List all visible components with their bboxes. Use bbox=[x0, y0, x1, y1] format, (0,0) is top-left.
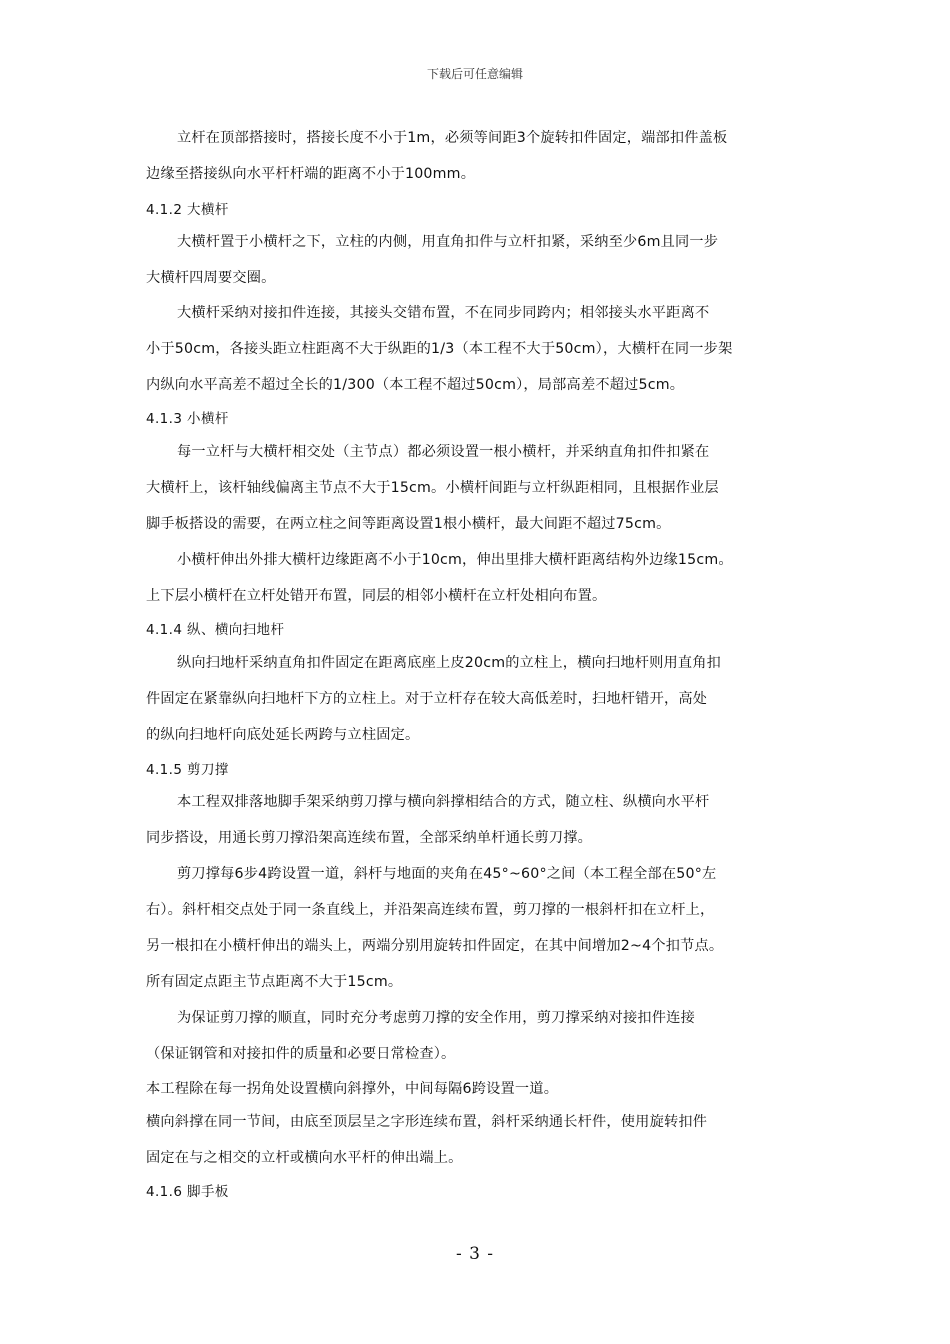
page-header: 下载后可任意编辑 bbox=[426, 67, 523, 81]
section-heading: 4.1.3 小横杆 bbox=[146, 411, 229, 427]
section-heading: 4.1.2 大横杆 bbox=[146, 202, 229, 218]
paragraph-line: 所有固定点距主节点距离不大于15cm。 bbox=[146, 974, 403, 990]
paragraph-line: 大横杆置于小横杆之下，立柱的内侧，用直角扣件与立杆扣紧，采纳至少6m且同一步 bbox=[177, 234, 719, 250]
paragraph-line: 本工程双排落地脚手架采纳剪刀撑与横向斜撑相结合的方式，随立柱、纵横向水平杆 bbox=[177, 794, 710, 810]
paragraph-line: 件固定在紧靠纵向扫地杆下方的立柱上。对于立杆存在较大高低差时，扫地杆错开，高处 bbox=[146, 691, 708, 707]
paragraph-line: 脚手板搭设的需要，在两立柱之间等距离设置1根小横杆，最大间距不超过75cm。 bbox=[146, 516, 671, 532]
paragraph-line: 的纵向扫地杆向底处延长两跨与立柱固定。 bbox=[146, 727, 420, 743]
paragraph-line: 纵向扫地杆采纳直角扣件固定在距离底座上皮20cm的立柱上，横向扫地杆则用直角扣 bbox=[177, 655, 722, 671]
paragraph-line: 上下层小横杆在立杆处错开布置，同层的相邻小横杆在立杆处相向布置。 bbox=[146, 588, 607, 604]
paragraph-line: 小横杆伸出外排大横杆边缘距离不小于10cm，伸出里排大横杆距离结构外边缘15cm。 bbox=[177, 552, 733, 568]
paragraph-line: 剪刀撑每6步4跨设置一道，斜杆与地面的夹角在45°~60°之间（本工程全部在50°左 bbox=[177, 866, 717, 882]
paragraph-line: （保证钢管和对接扣件的质量和必要日常检查）。 bbox=[146, 1046, 456, 1062]
paragraph-line: 固定在与之相交的立杆或横向水平杆的伸出端上。 bbox=[146, 1150, 463, 1166]
section-heading: 4.1.6 脚手板 bbox=[146, 1184, 229, 1200]
paragraph-line: 边缘至搭接纵向水平杆杆端的距离不小于100mm。 bbox=[146, 166, 476, 182]
paragraph-line: 小于50cm，各接头距立柱距离不大于纵距的1/3（本工程不大于50cm），大横杆在同一步架 bbox=[146, 341, 733, 357]
paragraph-line: 为保证剪刀撑的顺直，同时充分考虑剪刀撑的安全作用，剪刀撑采纳对接扣件连接 bbox=[177, 1010, 695, 1026]
paragraph-line: 立杆在顶部搭接时，搭接长度不小于1m，必须等间距3个旋转扣件固定，端部扣件盖板 bbox=[177, 130, 728, 146]
paragraph-line: 大横杆四周要交圈。 bbox=[146, 270, 276, 286]
paragraph-line: 大横杆上，该杆轴线偏离主节点不大于15cm。小横杆间距与立杆纵距相同，且根据作业层 bbox=[146, 480, 719, 496]
paragraph-line: 本工程除在每一拐角处设置横向斜撑外，中间每隔6跨设置一道。 bbox=[146, 1081, 559, 1097]
paragraph-line: 另一根扣在小横杆伸出的端头上，两端分别用旋转扣件固定，在其中间增加2~4个扣节点。 bbox=[146, 938, 724, 954]
paragraph-line: 大横杆采纳对接扣件连接，其接头交错布置，不在同步同跨内；相邻接头水平距离不 bbox=[177, 305, 710, 321]
paragraph-line: 横向斜撑在同一节间，由底至顶层呈之字形连续布置，斜杆采纳通长杆件，使用旋转扣件 bbox=[146, 1114, 708, 1130]
section-heading: 4.1.4 纵、横向扫地杆 bbox=[146, 622, 285, 638]
paragraph-line: 每一立杆与大横杆相交处（主节点）都必须设置一根小横杆，并采纳直角扣件扣紧在 bbox=[177, 444, 710, 460]
paragraph-line: 同步搭设，用通长剪刀撑沿架高连续布置，全部采纳单杆通长剪刀撑。 bbox=[146, 830, 593, 846]
paragraph-line: 内纵向水平高差不超过全长的1/300（本工程不超过50cm），局部高差不超过5cm。 bbox=[146, 377, 685, 393]
paragraph-line: 右）。斜杆相交点处于同一条直线上，并沿架高连续布置，剪刀撑的一根斜杆扣在立杆上， bbox=[146, 902, 715, 918]
page-number: - 3 - bbox=[455, 1244, 495, 1264]
section-heading: 4.1.5 剪刀撑 bbox=[146, 762, 229, 778]
